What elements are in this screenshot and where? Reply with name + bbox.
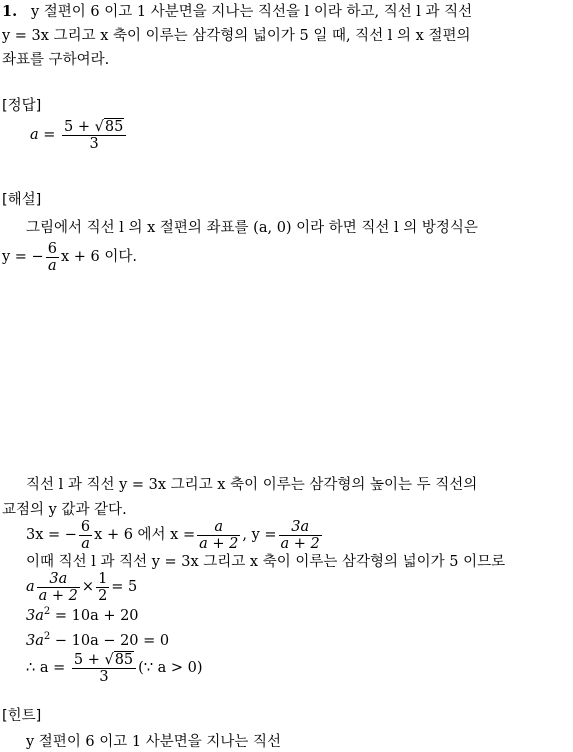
area-statement: 이때 직선 l 과 직선 y = 3x 그리고 x 축이 이루는 삼각형의 넓이가 5 이므로 <box>26 554 506 570</box>
answer-header: [정답] <box>2 98 42 114</box>
equation-result: ∴ a = $\frac{5 + √85}{3}$ (∵ a > 0) <box>26 651 203 685</box>
problem-line-2: y = 3x 그리고 x 축이 이루는 삼각형의 넓이가 5 일 때, 직선 l 의 x 절편의 <box>2 28 471 44</box>
problem-line-3: 좌표를 구하여라. <box>2 52 110 68</box>
answer-radicand: 85 <box>104 118 124 135</box>
result-fraction: $\frac{5 + √85}{3}$ <box>72 652 136 685</box>
answer-fraction: $\frac{5 + √85}{3}$ <box>62 119 126 152</box>
answer-denominator: 3 <box>62 135 126 152</box>
slope-fraction: $\frac{6}{a}$ <box>47 240 57 274</box>
equation-intersection: 3x = − $\frac{6}{a}$ x + 6 에서 x = $\frac{a}{a + 2}$ , y = $\frac{3a}{a + 2}$ <box>26 518 320 552</box>
hint-header: [힌트] <box>2 708 42 724</box>
equation-quadratic-1: $3a^2 = 10a + 20$ <box>26 606 139 624</box>
hint-text: y 절편이 6 이고 1 사분면을 지나는 직선 <box>26 734 282 750</box>
problem-number: 1. <box>2 3 18 20</box>
explanation-p2-line-2: 교점의 y 값과 같다. <box>2 502 127 518</box>
equation-quadratic-2: $3a^2 - 10a - 20 = 0$ <box>26 631 170 649</box>
answer-lhs: a = <box>30 127 56 143</box>
explanation-p2-line-1: 직선 l 과 직선 y = 3x 그리고 x 축이 이루는 삼각형의 높이는 두 직선의 <box>26 477 478 493</box>
explanation-p1-line-2: y = − $\frac{6}{a}$ x + 6 이다. <box>2 240 137 274</box>
answer-formula <box>30 118 128 152</box>
explanation-p1-line-1: 그림에서 직선 l 의 x 절편의 좌표를 (a, 0) 이라 하면 직선 l 의 방정식은 <box>26 220 478 236</box>
problem-text-1: y 절편이 6 이고 1 사분면을 지나는 직선을 l 이라 하고, 직선 l 과 직선 <box>30 4 473 20</box>
figure-area <box>0 285 573 465</box>
equation-area: a $\frac{3a}{a + 2}$ × $\frac{1}{2}$ = 5 <box>26 570 138 604</box>
explanation-header: [해설] <box>2 192 42 208</box>
problem-line-1 <box>2 2 472 22</box>
